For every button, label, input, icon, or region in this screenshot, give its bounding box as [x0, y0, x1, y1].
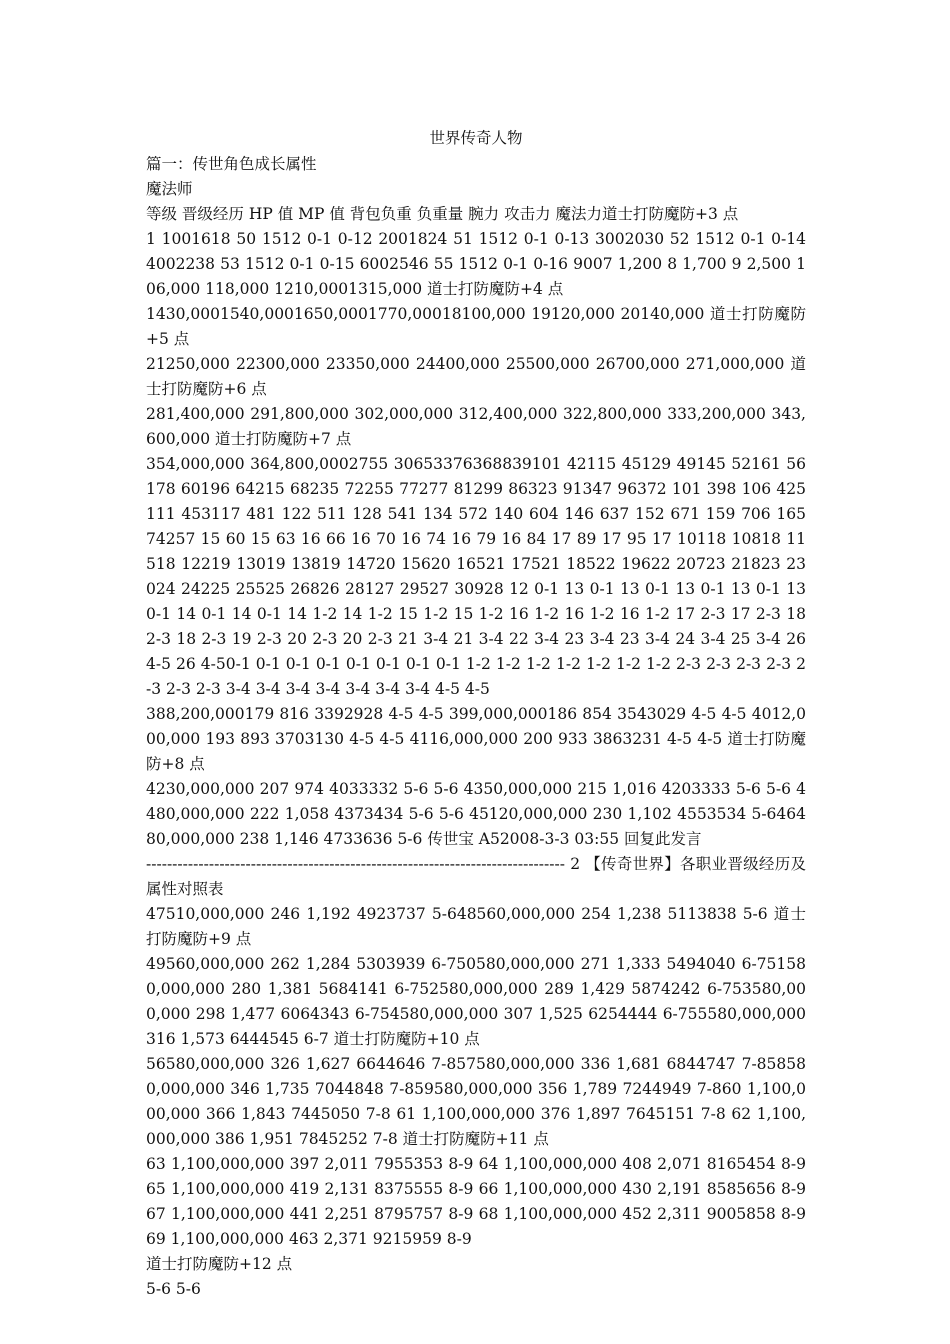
data-paragraph: 354,000,000 364,800,0002755 30653376368839101 42115 45129 49145 52161 56178 60196 64215 68235 72255 77277 81299 86323 91347 96372 101 398 106 425 111 453117 481 122 511 128 541 134 572 140 604 146 637 152 671 159 706 165 74257 15 60 15 63 16 66 16 70 16 74 16 79 16 84 17 89 17 95 17 10118 10818 11518 12219 13019 13819 14720 15620 16521 17521 18522 19622 20723 21823 23024 24225 25525 26826 28127 29527 30928 12 0-1 13 0-1 13 0-1 13 0-1 13 0-1 13 0-1 14 0-1 14 0-1 14 1-2 14 1-2 15 1-2 15 1-2 16 1-2 16 1-2 16 1-2 17 2-3 17 2-3 18 2-3 18 2-3 19 2-3 20 2-3 20 2-3 21 3-4 21 3-4 22 3-4 23 3-4 23 3-4 24 3-4 25 3-4 26 4-5 26 4-50-1 0-1 0-1 0-1 0-1 0-1 0-1 0-1 1-2 1-2 1-2 1-2 1-2 1-2 1-2 2-3 2-3 2-3 2-3 2-3 2-3 2-3 3-4 3-4 3-4 3-4 3-4 3-4 3-4 4-5 4-5	[146, 455, 806, 698]
data-paragraph: 281,400,000 291,800,000 302,000,000 312,400,000 322,800,000 333,200,000 343,600,000 道士打防魔防+7 点	[146, 405, 806, 448]
document-page	[146, 126, 806, 1302]
data-paragraph: 56580,000,000 326 1,627 6644646 7-857580,000,000 336 1,681 6844747 7-858580,000,000 346 1,735 7044848 7-859580,000,000 356 1,789 7244949 7-860 1,100,000,000 366 1,843 7445050 7-8 61 1,100,000,000 376 1,897 7645151 7-8 62 1,100,000,000 386 1,951 7845252 7-8 道士打防魔防+11 点	[146, 1055, 806, 1148]
data-paragraph: 63 1,100,000,000 397 2,011 7955353 8-9 64 1,100,000,000 408 2,071 8165454 8-9 65 1,100,000,000 419 2,131 8375555 8-9 66 1,100,000,000 430 2,191 8585656 8-9 67 1,100,000,000 441 2,251 8795757 8-9 68 1,100,000,000 452 2,311 9005858 8-9 69 1,100,000,000 463 2,371 9215959 8-9	[146, 1155, 806, 1248]
data-paragraph: 21250,000 22300,000 23350,000 24400,000 25500,000 26700,000 271,000,000 道士打防魔防+6 点	[146, 355, 806, 398]
data-paragraph: 49560,000,000 262 1,284 5303939 6-750580,000,000 271 1,333 5494040 6-751580,000,000 280 1,381 5684141 6-752580,000,000 289 1,429 5874242 6-753580,000,000 298 1,477 6064343 6-754580,000,000 307 1,525 6254444 6-755580,000,000 316 1,573 6444545 6-7 道士打防魔防+10 点	[146, 955, 806, 1048]
separator-heading: -------------------------------------------------------------------------------- 2 【传奇世界】各职业晋级经历及属性对照表	[146, 855, 806, 898]
class-heading: 魔法师	[146, 180, 193, 198]
data-paragraph: 4230,000,000 207 974 4033332 5-6 5-6 4350,000,000 215 1,016 4203333 5-6 5-6 4480,000,000 222 1,058 4373434 5-6 5-6 45120,000,000 230 1,102 4553534 5-646480,000,000 238 1,146 4733636 5-6 传世宝 A52008-3-3 03:55 回复此发言	[146, 780, 806, 848]
section-heading: 篇一：传世角色成长属性	[146, 155, 317, 173]
document-title: 世界传奇人物	[429, 129, 523, 147]
data-paragraph: 388,200,000179 816 3392928 4-5 4-5 399,000,000186 854 3543029 4-5 4-5 4012,000,000 193 893 3703130 4-5 4-5 4116,000,000 200 933 3863231 4-5 4-5 道士打防魔防+8 点	[146, 705, 806, 773]
table-header-line: 等级 晋级经历 HP 值 MP 值 背包负重 负重量 腕力 攻击力 魔法力道士打防魔防+3 点	[146, 205, 739, 223]
data-paragraph: 1 1001618 50 1512 0-1 0-12 2001824 51 1512 0-1 0-13 3002030 52 1512 0-1 0-14 4002238 53 1512 0-1 0-15 6002546 55 1512 0-1 0-16 9007 1,200 8 1,700 9 2,500 106,000 118,000 1210,0001315,000 道士打防魔防+4 点	[146, 230, 806, 298]
data-paragraph: 道士打防魔防+12 点	[146, 1255, 293, 1273]
data-paragraph: 1430,0001540,0001650,0001770,00018100,000 19120,000 20140,000 道士打防魔防+5 点	[146, 305, 806, 348]
data-paragraph: 47510,000,000 246 1,192 4923737 5-648560,000,000 254 1,238 5113838 5-6 道士打防魔防+9 点	[146, 905, 806, 948]
data-paragraph: 5-6 5-6	[146, 1280, 201, 1298]
